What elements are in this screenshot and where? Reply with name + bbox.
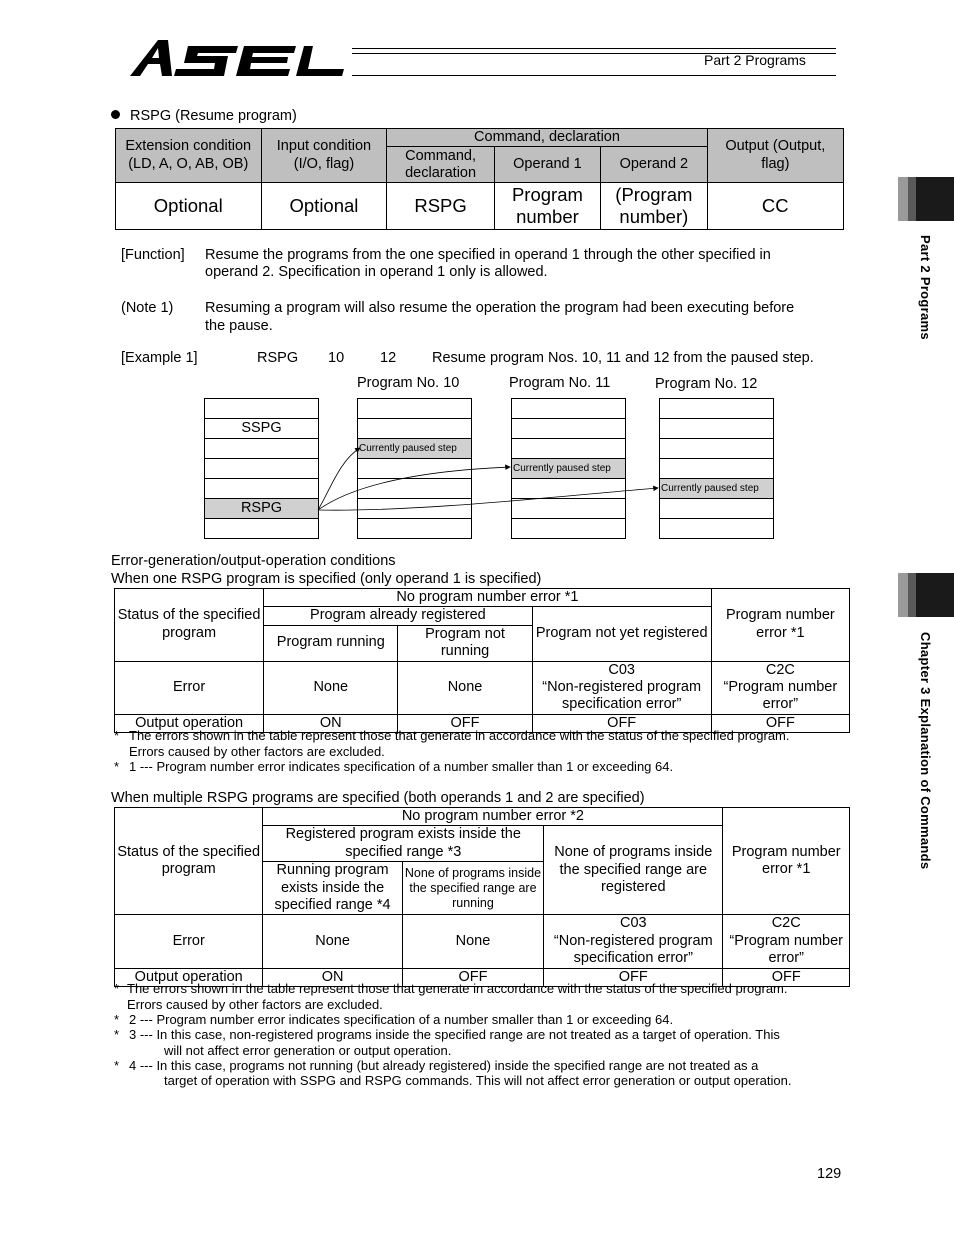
error-message: “Non-registered program specification error”	[542, 678, 702, 713]
note-text: 4 --- In this case, programs not running (but already registered) inside the specified range are not treated as a	[129, 1058, 759, 1073]
note-asterisk: *	[114, 1012, 120, 1027]
step-cell	[512, 499, 625, 519]
error-not-running: None	[402, 915, 543, 968]
output-not-running: OFF	[402, 968, 543, 986]
section-heading	[111, 108, 297, 124]
error-code: C03	[619, 915, 647, 932]
note1-label: (Note 1)	[121, 300, 174, 316]
program11-steps	[511, 398, 626, 539]
step-cell	[205, 439, 318, 459]
step-cell	[660, 459, 773, 479]
step-cell	[660, 499, 773, 519]
function-text: operand 2. Specification in operand 1 only is allowed.	[205, 264, 548, 280]
no-error-header: No program number error *1	[264, 589, 712, 607]
note-text: Errors caused by other factors are excluded.	[129, 744, 385, 759]
single-spec-title: When one RSPG program is specified (only operand 1 is specified)	[111, 571, 542, 587]
note-text: 3 --- In this case, non-registered programs inside the specified range are not treated as a target of operation. This	[129, 1027, 780, 1042]
note-asterisk: *	[114, 1058, 120, 1073]
error-code: C2C	[771, 915, 801, 932]
example1-label: [Example 1]	[121, 350, 198, 366]
note-asterisk: *	[114, 1027, 120, 1042]
section-heading-text: RSPG (Resume program)	[130, 108, 297, 124]
program10-steps	[357, 398, 472, 539]
paused-step-cell: Currently paused step	[512, 459, 625, 479]
error-section-title: Error-generation/output-operation conditions	[111, 553, 396, 569]
step-cell	[205, 399, 318, 419]
step-cell	[660, 439, 773, 459]
cell-output: CC	[707, 183, 843, 230]
program12-steps	[659, 398, 774, 539]
step-cell	[660, 519, 773, 538]
error-not-registered	[532, 661, 711, 714]
output-running: ON	[263, 968, 402, 986]
note-asterisk: *	[114, 981, 120, 996]
error-message: “Program number error”	[729, 932, 844, 967]
cell-operand1: Program number	[494, 183, 600, 230]
step-cell	[358, 519, 471, 538]
not-running-header: None of programs inside the specified range are running	[402, 862, 543, 915]
error-running: None	[264, 661, 398, 714]
note-text: will not affect error generation or output operation.	[164, 1043, 452, 1058]
not-running-header: Program not running	[398, 625, 532, 661]
header-extension: Extension condition (LD, A, O, AB, OB)	[116, 129, 262, 183]
paused-step-cell: Currently paused step	[358, 439, 471, 459]
multi-spec-table	[114, 807, 850, 987]
note-asterisk: *	[114, 759, 120, 774]
header-operand1: Operand 1	[494, 147, 600, 183]
step-cell	[512, 479, 625, 499]
running-header: Program running	[264, 625, 398, 661]
error-code: C03	[608, 661, 635, 678]
example1-operand2: 12	[380, 350, 397, 366]
running-header: Running program exists inside the specified range *4	[263, 862, 402, 915]
header-rule	[352, 48, 836, 49]
page-number: 129	[817, 1166, 842, 1182]
header-rule	[352, 75, 836, 76]
error-label: Error	[115, 661, 264, 714]
resume-arrows	[0, 0, 954, 560]
registered-header: Registered program exists inside the specified range *3	[263, 826, 544, 862]
side-tab-chapter-label: Chapter 3 Explanation of Commands	[918, 632, 933, 870]
side-tab-part-label: Part 2 Programs	[918, 235, 933, 340]
error-number	[723, 915, 850, 968]
function-label: [Function]	[121, 247, 185, 263]
command-table	[115, 128, 844, 230]
error-running: None	[263, 915, 402, 968]
step-cell	[512, 519, 625, 538]
header-command-group: Command, declaration	[387, 129, 707, 147]
output-label: Output operation	[115, 714, 264, 732]
note-text: The errors shown in the table represent those that generate in accordance with the status of the specified program.	[127, 981, 788, 996]
note-asterisk: *	[114, 728, 120, 743]
step-cell	[358, 419, 471, 439]
header-output: Output (Output, flag)	[707, 129, 843, 183]
note1-text: the pause.	[205, 318, 273, 334]
step-cell	[660, 419, 773, 439]
side-tab-marker	[898, 573, 954, 617]
arrow-to-program10	[318, 448, 360, 510]
function-text: Resume the programs from the one specified in operand 1 through the other specified in	[205, 247, 771, 263]
cell-operand2: (Program number)	[601, 183, 707, 230]
note1-text: Resuming a program will also resume the operation the program had been executing before	[205, 300, 795, 316]
output-not-registered: OFF	[544, 968, 723, 986]
step-cell	[358, 399, 471, 419]
example1-operand1: 10	[328, 350, 345, 366]
example1-description: Resume program Nos. 10, 11 and 12 from the paused step.	[432, 350, 814, 366]
no-error-header: No program number error *2	[263, 808, 723, 826]
not-registered-header: Program not yet registered	[532, 607, 711, 661]
number-error-header: Program number error *1	[711, 589, 849, 662]
step-cell	[512, 399, 625, 419]
program-label: Program No. 12	[655, 376, 758, 392]
program-label: Program No. 10	[357, 375, 460, 391]
main-program-steps	[204, 398, 319, 539]
error-not-registered	[544, 915, 723, 968]
output-not-registered: OFF	[532, 714, 711, 732]
step-cell-sspg: SSPG	[205, 419, 318, 439]
error-not-running: None	[398, 661, 532, 714]
step-cell	[660, 399, 773, 419]
number-error-header: Program number error *1	[723, 808, 850, 915]
step-cell-rspg: RSPG	[205, 499, 318, 519]
asel-logo	[128, 36, 346, 78]
header-section: Part 2 Programs	[704, 52, 806, 68]
note-text: 2 --- Program number error indicates specification of a number smaller than 1 or exceeding 64.	[129, 1012, 674, 1027]
header-operand2: Operand 2	[601, 147, 707, 183]
header-input: Input condition (I/O, flag)	[261, 129, 387, 183]
step-cell	[205, 459, 318, 479]
output-number: OFF	[711, 714, 849, 732]
side-tab-marker	[898, 177, 954, 221]
step-cell	[358, 499, 471, 519]
bullet-icon	[111, 110, 120, 119]
single-spec-table	[114, 588, 850, 733]
error-number	[711, 661, 849, 714]
cell-command: RSPG	[387, 183, 494, 230]
not-registered-header: None of programs inside the specified range are registered	[544, 826, 723, 915]
registered-header: Program already registered	[264, 607, 533, 625]
status-header: Status of the specified program	[115, 808, 263, 915]
step-cell	[512, 419, 625, 439]
paused-step-cell: Currently paused step	[660, 479, 773, 499]
header-command: Command, declaration	[387, 147, 494, 183]
error-label: Error	[115, 915, 263, 968]
error-message: “Program number error”	[723, 678, 838, 713]
step-cell	[358, 459, 471, 479]
multi-spec-title: When multiple RSPG programs are specified (both operands 1 and 2 are specified)	[111, 790, 645, 806]
output-running: ON	[264, 714, 398, 732]
status-header: Status of the specified program	[115, 589, 264, 662]
note-text: The errors shown in the table represent those that generate in accordance with the status of the specified program.	[129, 728, 790, 743]
output-label: Output operation	[115, 968, 263, 986]
output-not-running: OFF	[398, 714, 532, 732]
note-text: Errors caused by other factors are excluded.	[127, 997, 383, 1012]
cell-extension: Optional	[116, 183, 262, 230]
error-code: C2C	[765, 661, 795, 678]
step-cell	[205, 479, 318, 499]
error-message: “Non-registered program specification error”	[553, 932, 713, 967]
step-cell	[205, 519, 318, 538]
step-cell	[512, 439, 625, 459]
cell-input: Optional	[261, 183, 387, 230]
note-text: target of operation with SSPG and RSPG commands. This will not affect error generation or output operation.	[164, 1073, 792, 1088]
program-label: Program No. 11	[509, 375, 611, 391]
output-number: OFF	[723, 968, 850, 986]
note-text: 1 --- Program number error indicates specification of a number smaller than 1 or exceeding 64.	[129, 759, 674, 774]
step-cell	[358, 479, 471, 499]
example1-command: RSPG	[257, 350, 299, 366]
